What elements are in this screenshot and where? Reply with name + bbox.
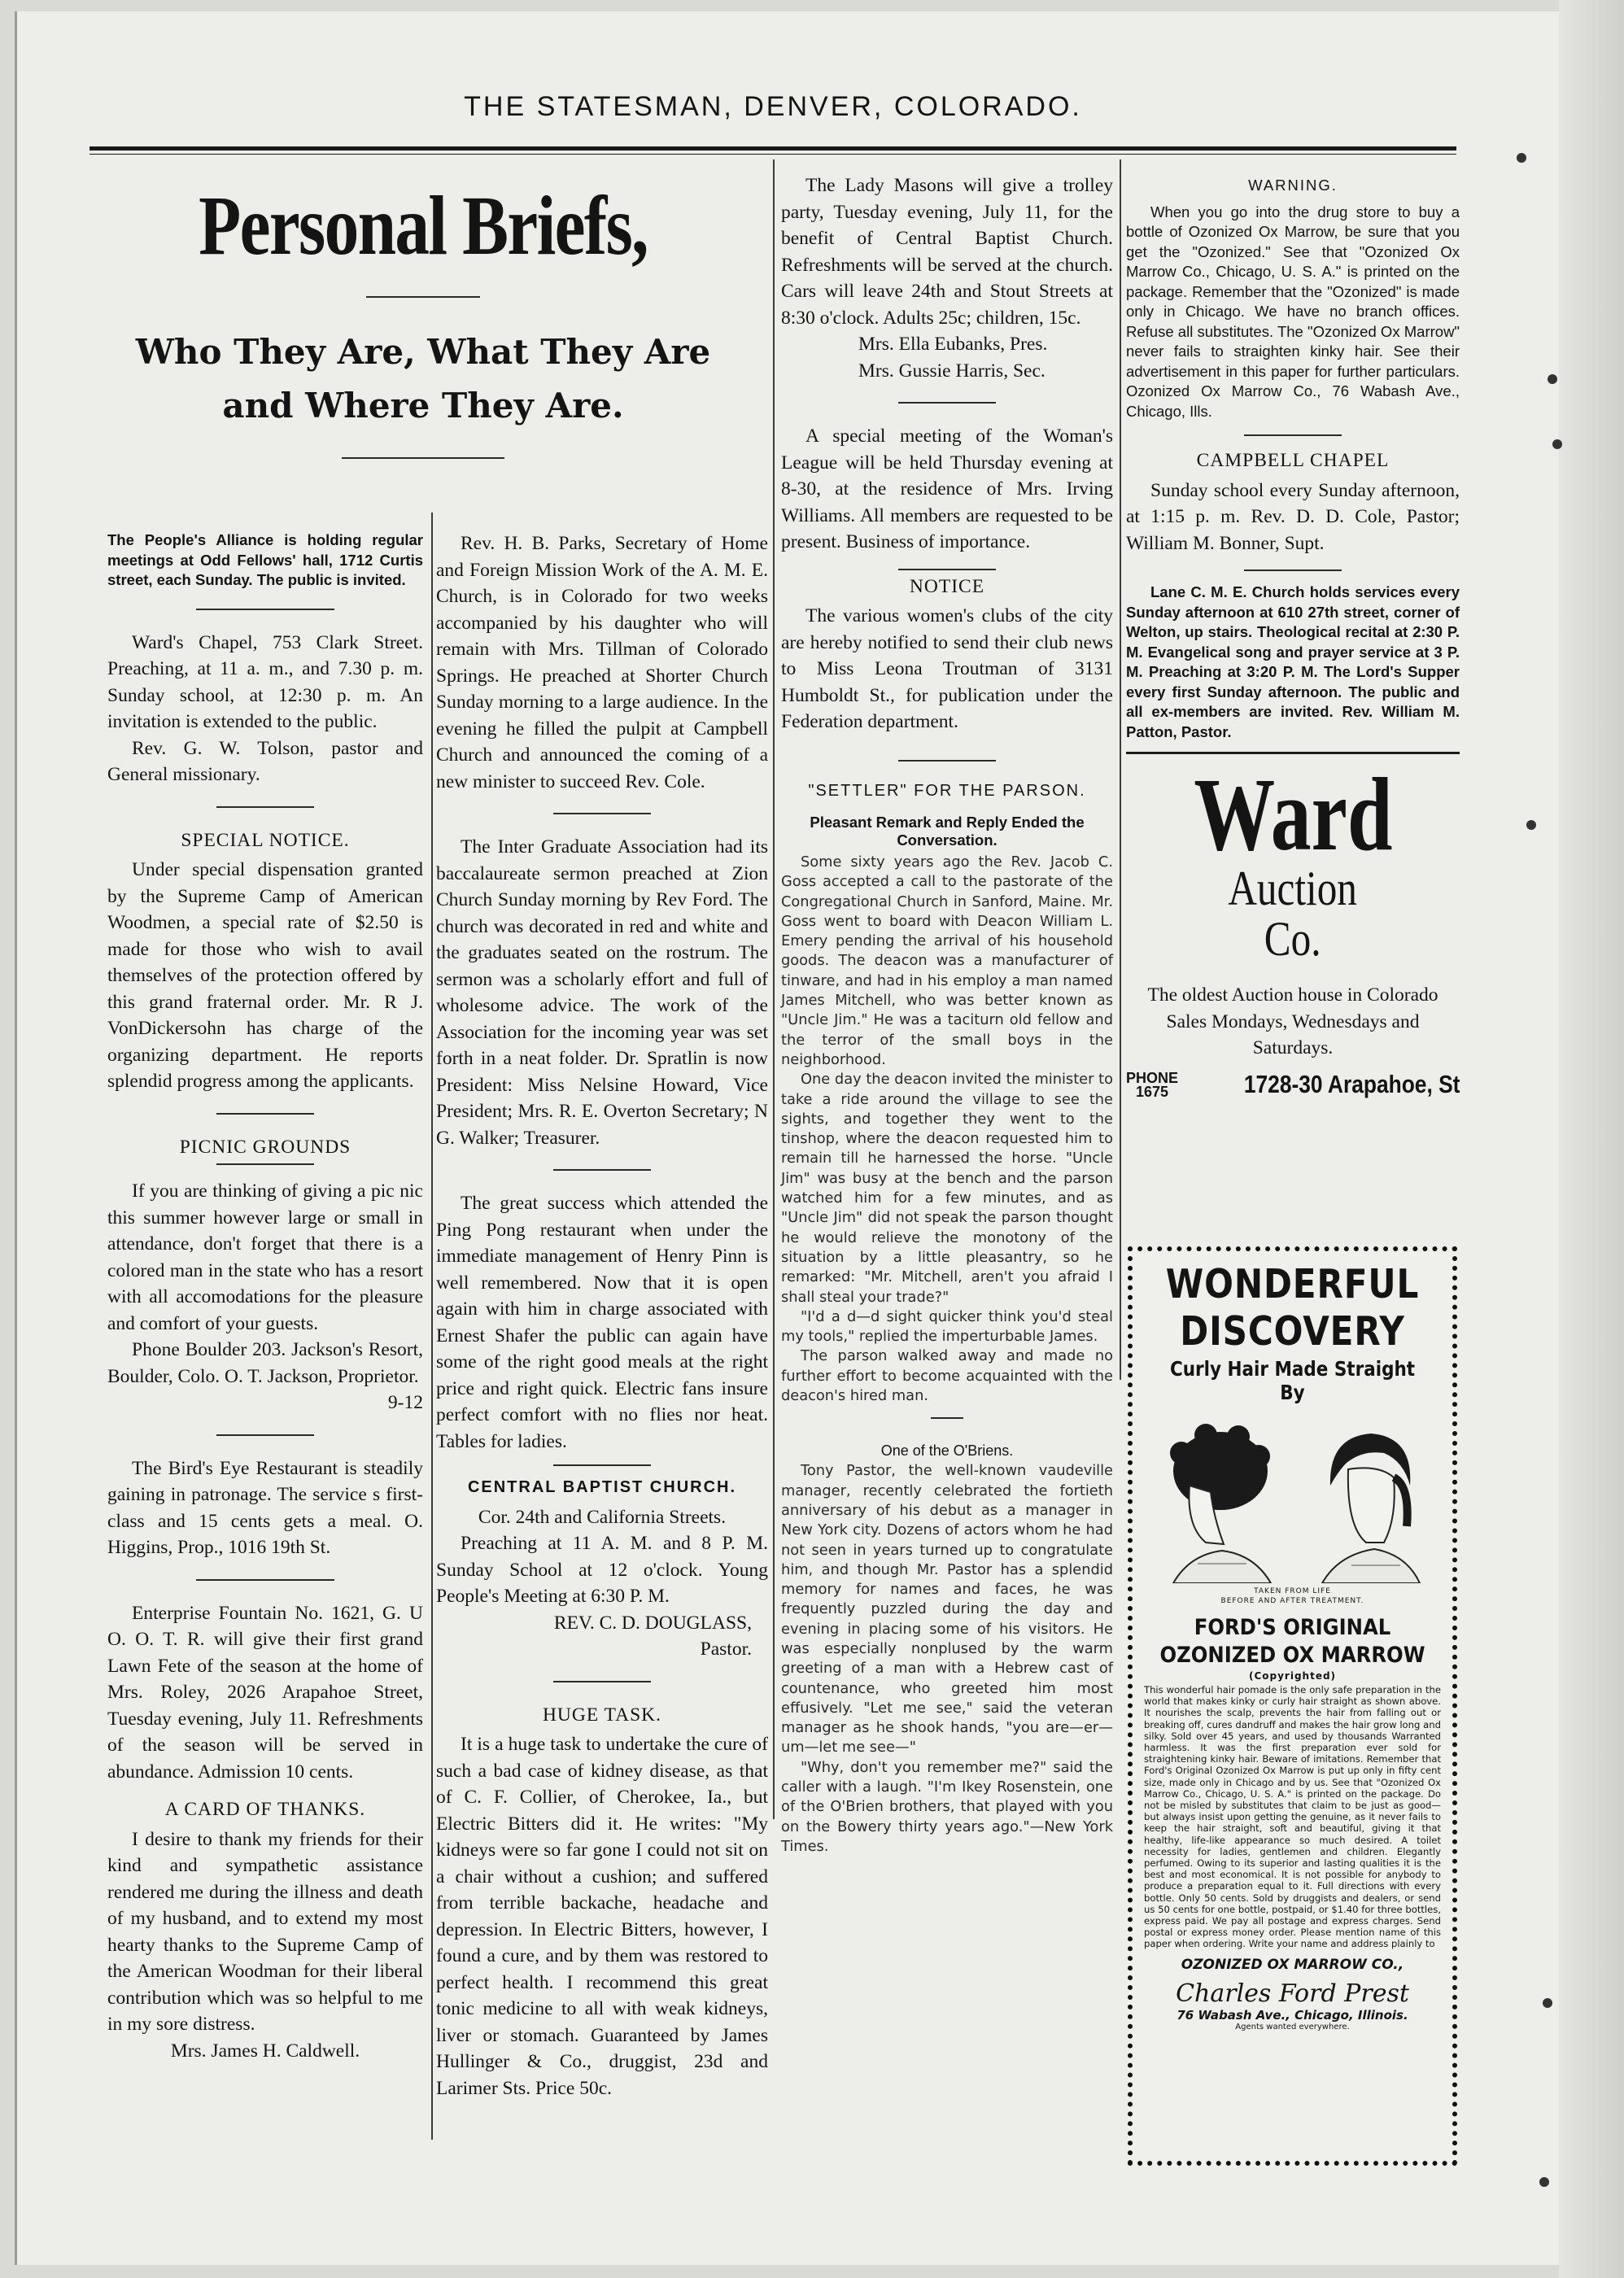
lady-masons-president: Mrs. Ella Eubanks, Pres. [858, 334, 1048, 355]
subheadline-line1: Who They Are, What They Are [135, 332, 711, 372]
baptist-address: Cor. 24th and California Streets. [478, 1506, 727, 1528]
picnic-date: 9-12 [387, 1392, 423, 1413]
headline-block [89, 163, 757, 459]
headline: Personal Briefs, [199, 179, 648, 273]
ad-agents: Agents wanted everywhere. [1235, 2022, 1350, 2031]
settler-story [781, 853, 1113, 1406]
settler-subheading: Pleasant Remark and Reply Ended the Conversation. [810, 814, 1085, 849]
ad-product-line1: FORD'S ORIGINAL [1194, 1615, 1391, 1640]
special-notice-heading: SPECIAL NOTICE. [181, 829, 350, 851]
picnic-body: If you are thinking of giving a pic nic this summer however large or small in attendance, don't forget that there is a colored man in the state who has a resort with all accomodations for the pleasure and comfort of your guests. [107, 1180, 423, 1334]
lady-masons-notice: The Lady Masons will give a trolley party, Tuesday evening, July 11, for the benefit of Central Baptist Church. Refreshments will be served at the church. Cars will leave 24th and Stout Streets at 8:30 o'clock. Adults 25c; children, 15c. [781, 175, 1113, 329]
ad-address: 76 Wabash Ave., Chicago, Illinois. [1177, 2007, 1408, 2023]
ward-logo-co: Co. [1264, 912, 1321, 966]
ad-portraits [1144, 1420, 1441, 1583]
special-notice-body: Under special dispensation granted by the Supreme Camp of American Woodmen, a special rate of $2.50 is made for those who wish to avail themselves of the protection offered by this grand fraternal order. Mr. R J. VonDickersohn has charge of the organizing department. He reports splendid progress among the applicants. [107, 859, 423, 1092]
birds-eye-notice: The Bird's Eye Restaurant is steadily gaining in patronage. The service s first-class and 15 cents gets a meal. O. Higgins, Prop., 1016 19th St. [107, 1457, 423, 1558]
obriens-story [781, 1461, 1113, 1857]
ad-caption-line2: BEFORE AND AFTER TREATMENT. [1220, 1597, 1364, 1605]
divider [216, 1163, 314, 1165]
baptist-pastor-title: Pastor. [700, 1639, 752, 1660]
binding-hole [1539, 2177, 1549, 2187]
divider [1244, 570, 1342, 571]
divider [1244, 434, 1342, 436]
ad-copyrighted: (Copyrighted) [1248, 1670, 1337, 1682]
baptist-pastor: REV. C. D. DOUGLASS, [553, 1612, 752, 1634]
parks-notice: Rev. H. B. Parks, Secretary of Home and Foreign Mission Work of the A. M. E. Church, is in Colorado for two weeks accompanied by his daughter who will remain with Mrs. Tillman of Colorado Springs. He preached at Shorter Church Sunday morning to a large audience. In the evening he filled the pulpit at Campbell Church and announced the coming of a new minister to succeed Rev. Cole. [436, 533, 768, 792]
ad-signature: Charles Ford Prest [1176, 1979, 1409, 2008]
lane-church-notice: Lane C. M. E. Church holds services every Sunday afternoon at 610 27th street, corner of Welton, up stairs. Theological recital at 2:30 P. M. Evangelical song and prayer service at 3 P. M. Preaching at 3:20 P. M. The Lord's Supper every first Sunday afternoon. The public and all ex-members are invited. Rev. William M. Patton, Pastor. [1126, 583, 1460, 740]
settler-paragraph: "I'd a d—d sight quicker think you'd steal my tools," replied the imperturbable James. [781, 1307, 1113, 1346]
divider [931, 1417, 963, 1419]
divider [342, 457, 504, 459]
obriens-heading: One of the O'Briens. [880, 1442, 1014, 1460]
warning-body: When you go into the drug store to buy a bottle of Ozonized Ox Marrow, be sure that you get the "Ozonized." See that "Ozonized Ox Marrow Co., Chicago, U. S. A." is printed on the package. Remember that the "Ozonized" is made only in Chicago. We have no branch offices. Refuse all substitutes. The "Ozonized Ox Marrow" never fails to straighten kinky hair. See their advertisement in this paper for further particulars. Ozonized Ox Marrow Co., 76 Wabash Ave., Chicago, Ills. [1126, 203, 1460, 420]
campbell-heading: CAMPBELL CHAPEL [1196, 450, 1390, 471]
subheadline-line2: and Where They Are. [222, 386, 624, 425]
divider [898, 402, 996, 404]
inter-graduate-notice: The Inter Graduate Association had its baccalaureate sermon preached at Zion Church Sunday morning by Rev Ford. The church was decorated in red and white and the graduates seated on the rostrum. The sermon was a scholarly effort and full of wholesome advice. The work of the Association for the incoming year was set forth in a neat folder. Dr. Spratlin is now President: Miss Nelsine Howard, Vice President; Mrs. R. E. Overton Secretary; N G. Walker; Treasurer. [436, 836, 768, 1149]
baptist-heading: CENTRAL BAPTIST CHURCH. [467, 1478, 737, 1496]
lady-masons-secretary: Mrs. Gussie Harris, Sec. [858, 360, 1046, 382]
divider [553, 813, 651, 814]
before-portrait [1157, 1420, 1279, 1583]
wards-chapel-notice: Ward's Chapel, 753 Clark Street. Preaching, at 11 a. m., and 7.30 p. m. Sunday school, at 12:30 p. m. An invitation is extended to the public. [107, 631, 423, 732]
card-of-thanks-body: I desire to thank my friends for their kind and sympathetic assistance rendered me during the illness and death of my husband, and to extend my most hearty thanks to the Supreme Camp of the American Woodman for their liberal contribution which was so helpful to me in my sore distress. [107, 1828, 423, 2035]
divider [216, 1113, 314, 1115]
divider [898, 569, 996, 570]
baptist-body: Preaching at 11 A. M. and 8 P. M. Sunday School at 12 o'clock. Young People's Meeting at 6:30 P. M. [436, 1533, 768, 1607]
ward-contact-row [1126, 1071, 1460, 1099]
masthead-rule-thin [89, 154, 1456, 155]
ping-pong-notice: The great success which attended the Ping Pong restaurant when under the immediate management of Henry Pinn is well remembered. Now that it is open again with him in charge associated with Ernest Shafer the public can again have some of the right good meals at the right price and right quick. Electric fans insure perfect comfort with no flies nor heat. Tables for ladies. [436, 1193, 768, 1452]
settler-heading: "SETTLER" FOR THE PARSON. [808, 781, 1086, 800]
ward-phone-label: PHONE [1126, 1069, 1179, 1086]
warning-heading: WARNING. [1248, 177, 1338, 194]
ad-body-copy: This wonderful hair pomade is the only safe preparation in the world that makes kinky or curly hair straight as shown above. It nourishes the scalp, prevents the hair from falling out or breaking off, cures dandruff and makes the hair grow long and silky. Sold over 45 years, and used by thousands Warranted harmless. It was the first preparation ever sold for straightening kinky hair. Beware of imitations. Remember that Ford's Original Ozonized Ox Marrow is put up only in fifty cent size, made only in Chicago and by us. See that "Ozonized Ox Marrow Co., Chicago, U. S. A." is printed on the package. Do not be misled by substitutes that claim to be just as good—but always insist upon getting the genuine, as it never fails to keep the hair straight, soft and beautiful, giving it that healthy, life-like appearance so much desired. A toilet necessity for ladies, gentlemen and children. Elegantly perfumed. Owing to its superior and lasting qualities it is the best and most economical. It is not possible for anybody to produce a preparation equal to it. Full directions with every bottle. Only 50 cents. Sold by druggists and dealers, or send us 50 cents for one bottle, postpaid, or $1.40 for three bottles, express paid. We pay all postage and express charges. Send postal or express money order. Please mention name of this paper when ordering. Write your name and address plainly to [1144, 1684, 1441, 1950]
ad-product-line2: OZONIZED OX MARROW [1159, 1643, 1425, 1668]
binding-hole [1526, 820, 1536, 830]
divider [1126, 752, 1460, 754]
divider [366, 296, 480, 298]
column-3 [781, 172, 1113, 1857]
divider [196, 1579, 334, 1581]
picnic-heading: PICNIC GROUNDS [179, 1136, 351, 1158]
divider [196, 609, 334, 610]
column-rule [773, 159, 775, 1819]
picnic-phone: Phone Boulder 203. Jackson's Resort, Boulder, Colo. O. T. Jackson, Proprietor. [107, 1339, 423, 1387]
ward-line1: The oldest Auction house in Colorado [1147, 984, 1438, 1006]
masthead: THE STATESMAN, DENVER, COLORADO. [464, 91, 1082, 122]
card-of-thanks-signature: Mrs. James H. Caldwell. [170, 2040, 360, 2062]
settler-paragraph: The parson walked away and made no further effort to become acquainted with the deacon's hired man. [781, 1347, 1113, 1405]
ward-auction-ad [1126, 757, 1460, 1100]
notice-heading: NOTICE [909, 575, 985, 597]
alliance-notice: The People's Alliance is holding regular meetings at Odd Fellows' hall, 1712 Curtis street, each Sunday. The public is invited. [107, 531, 423, 588]
masthead-rule [89, 146, 1456, 151]
ward-line2: Sales Mondays, Wednesdays and Saturdays. [1166, 1010, 1420, 1058]
divider [553, 1681, 651, 1682]
huge-task-body: It is a huge task to undertake the cure of such a bad case of kidney disease, as that of C. F. Collier, of Cherokee, Ia., but Electric Bitters did it. He writes: "My kidneys were so far gone I could not sit on a chair without a cushion; and suffered from terrible backache, headache and depression. In Electric Bitters, however, I found a cure, and by them was restored to perfect health. I recommend this great tonic medicine to all with weak kidneys, liver or stomach. Guaranteed by James Hullinger & Co., druggist, 23d and Larimer Sts. Price 50c. [436, 1734, 768, 2099]
womans-league-notice: A special meeting of the Woman's League will be held Thursday evening at 8-30, at the residence of Mrs. Irving Williams. All members are requested to be present. Business of importance. [781, 425, 1113, 552]
binding-hole [1543, 1998, 1552, 2008]
ad-title-line1: WONDERFUL [1165, 1261, 1420, 1307]
notice-body: The various women's clubs of the city are hereby notified to send their club news to Miss Leona Troutman of 3131 Humboldt St., for publication under the Federation department. [781, 605, 1113, 732]
huge-task-heading: HUGE TASK. [542, 1704, 662, 1726]
divider [216, 1434, 314, 1436]
ward-logo-word: Ward [1193, 757, 1393, 872]
ad-company: OZONIZED OX MARROW CO., [1181, 1956, 1404, 1973]
binding-hole [1548, 374, 1557, 384]
tolson-note: Rev. G. W. Tolson, pastor and General missionary. [107, 737, 423, 785]
page-edge-shadow [1559, 0, 1624, 2278]
ward-phone [1126, 1071, 1178, 1099]
enterprise-notice: Enterprise Fountain No. 1621, G. U O. O. T. R. will give their first grand Lawn Fete of the season at the home of Mrs. Roley, 2026 Arapahoe Street, Tuesday evening, July 11. Refreshments of the season will be served in abundance. Admission 10 cents. [107, 1602, 423, 1783]
ward-address: 1728-30 Arapahoe, St [1243, 1070, 1460, 1099]
ward-phone-number: 1675 [1135, 1083, 1169, 1100]
ward-logo-auction: Auction [1228, 862, 1358, 915]
divider [216, 806, 314, 808]
obriens-paragraph: "Why, don't you remember me?" said the caller with a laugh. "I'm Ikey Rosenstein, one of the O'Brien brothers, that played with you on the Bowery thirty years ago."—New York Times. [781, 1758, 1113, 1855]
ad-subtitle: Curly Hair Made Straight By [1169, 1357, 1416, 1404]
obriens-paragraph: Tony Pastor, the well-known vaudeville manager, recently celebrated the fortieth anniversary of his debut as a manager in New York city. Dozens of actors whom he had not seen in years turned up to congratulate him, and though Mr. Pastor has a splendid memory for names and faces, he was frequently puzzled during the day and evening in placing some of his visitors. He was especially nonplused by the warm greeting of a man with a Hebrew cast of countenance, who greeted him most effusively. "Let me see," said the veteran manager as he shook hands, "you are—er—um—let me see—" [781, 1462, 1113, 1757]
ad-title-line2: DISCOVERY [1180, 1308, 1405, 1355]
campbell-body: Sunday school every Sunday afternoon, at 1:15 p. m. Rev. D. D. Cole, Pastor; William M. Bonner, Supt. [1126, 479, 1460, 554]
after-portrait [1306, 1420, 1428, 1583]
binding-hole [1552, 439, 1562, 449]
column-rule [431, 513, 433, 2140]
divider [898, 760, 996, 762]
ox-marrow-ad [1128, 1246, 1457, 2166]
settler-paragraph: Some sixty years ago the Rev. Jacob C. Goss accepted a call to the pastorate of the Congregational Church in Sanford, Maine. Mr. Goss went to board with Deacon William L. Emery pending the arrival of his household goods. The deacon was a manufacturer of tinware, and had in his employ a man named James Mitchell, who was better known as "Uncle Jim." He was a taciturn old fellow and the terror of the small boys in the neighborhood. [781, 853, 1113, 1068]
ad-caption-line1: TAKEN FROM LIFE [1254, 1587, 1331, 1595]
divider [553, 1464, 651, 1466]
divider [553, 1169, 651, 1171]
column-4 [1126, 172, 1460, 1099]
ward-logo-auction-co [1229, 863, 1358, 964]
column-rule [1120, 159, 1121, 1380]
column-1 [107, 530, 423, 2064]
column-2 [436, 530, 768, 2101]
settler-paragraph: One day the deacon invited the minister to take a ride around the village to see the sights, and together they went to the tinshop, where the deacon requested him to remain till he harnessed the horse. "Uncle Jim" was busy at the bench and the parson watched him for a few minutes, and as "Uncle Jim" did not speak the parson thought he would relieve the monotony of the situation by a little pleasantry, so he remarked: "Mr. Mitchell, aren't you afraid I shall steal your trade?" [781, 1071, 1113, 1306]
card-of-thanks-heading: A CARD OF THANKS. [164, 1799, 366, 1820]
binding-hole [1517, 153, 1526, 163]
